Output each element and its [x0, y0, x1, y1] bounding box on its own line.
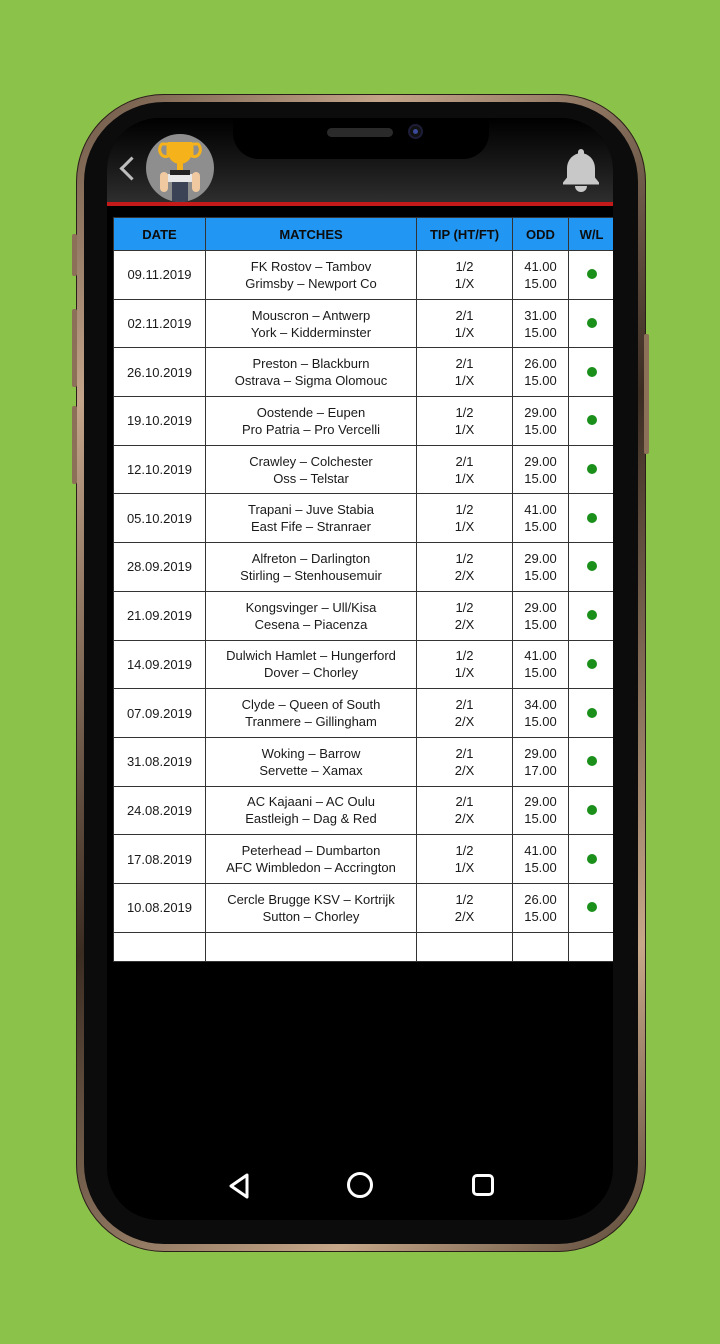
cell-matches [206, 299, 417, 348]
match-line-1: Trapani – Juve Stabia [248, 502, 374, 518]
empty-cell [569, 932, 614, 961]
cell-tip [417, 251, 513, 300]
tip-line-2: 2/X [454, 567, 475, 583]
cell-date [114, 397, 206, 446]
volume-down-button [72, 309, 77, 387]
odd-line-2: 15.00 [524, 665, 557, 681]
cell-odd [513, 299, 569, 348]
match-line-1: Preston – Blackburn [252, 356, 370, 372]
tip-line-2: 1/X [454, 421, 475, 437]
cell-matches [206, 883, 417, 932]
match-line-1: Oostende – Eupen [256, 404, 366, 420]
match-line-1: AC Kajaani – AC Oulu [247, 794, 375, 810]
odd-line-2: 15.00 [524, 908, 557, 924]
date-text: 07.09.2019 [126, 705, 193, 721]
date-text: 02.11.2019 [127, 316, 192, 332]
table-row[interactable] [114, 494, 614, 543]
win-indicator-icon [587, 561, 597, 571]
tip-line-1: 1/2 [455, 599, 474, 615]
odd-line-1: 26.00 [524, 356, 557, 372]
odd-line-1: 29.00 [524, 550, 557, 566]
table-row[interactable] [114, 640, 614, 689]
date-text: 12.10.2019 [126, 462, 193, 478]
cell-result [569, 835, 614, 884]
tip-line-2: 1/X [454, 275, 475, 291]
cell-matches [206, 494, 417, 543]
table-row[interactable] [114, 299, 614, 348]
silent-switch [72, 406, 77, 484]
match-line-2: Pro Patria – Pro Vercelli [241, 421, 380, 437]
cell-date [114, 348, 206, 397]
cell-odd [513, 737, 569, 786]
match-line-2: Cesena – Piacenza [254, 616, 368, 632]
tip-line-1: 1/2 [455, 258, 474, 274]
win-indicator-icon [587, 513, 597, 523]
cell-matches [206, 543, 417, 592]
odd-line-1: 34.00 [524, 697, 557, 713]
cell-result [569, 299, 614, 348]
match-line-1: Alfreton – Darlington [251, 550, 371, 566]
match-line-1: Crawley – Colchester [249, 453, 373, 469]
win-indicator-icon [587, 708, 597, 718]
cell-tip [417, 299, 513, 348]
trophy-icon [146, 134, 214, 202]
cell-result [569, 543, 614, 592]
tip-line-1: 1/2 [455, 550, 474, 566]
cell-date [114, 640, 206, 689]
tip-line-2: 1/X [454, 373, 475, 389]
tip-line-2: 1/X [454, 470, 475, 486]
match-line-1: Clyde – Queen of South [241, 697, 381, 713]
win-indicator-icon [587, 902, 597, 912]
match-line-2: Stirling – Stenhousemuir [240, 567, 382, 583]
empty-cell [114, 932, 206, 961]
tip-line-1: 2/1 [455, 307, 474, 323]
cell-matches [206, 348, 417, 397]
date-text: 31.08.2019 [126, 754, 193, 770]
tip-line-2: 1/X [454, 665, 475, 681]
tip-line-2: 1/X [454, 860, 475, 876]
cell-date [114, 689, 206, 738]
win-indicator-icon [587, 610, 597, 620]
odd-line-2: 15.00 [524, 421, 557, 437]
odd-line-1: 41.00 [524, 843, 557, 859]
tip-line-2: 2/X [454, 616, 475, 632]
cell-tip [417, 737, 513, 786]
match-line-2: Servette – Xamax [259, 762, 363, 778]
tip-line-1: 2/1 [455, 697, 474, 713]
tip-line-1: 2/1 [455, 453, 474, 469]
cell-matches [206, 835, 417, 884]
odd-line-2: 15.00 [524, 470, 557, 486]
date-text: 26.10.2019 [126, 364, 193, 380]
cell-matches [206, 737, 417, 786]
cell-result [569, 591, 614, 640]
table-row[interactable] [114, 883, 614, 932]
odd-line-1: 29.00 [524, 453, 557, 469]
cell-tip [417, 543, 513, 592]
cell-odd [513, 883, 569, 932]
bell-icon[interactable] [561, 146, 601, 192]
tip-line-1: 1/2 [455, 843, 474, 859]
tip-line-1: 2/1 [455, 356, 474, 372]
cell-date [114, 251, 206, 300]
cell-result [569, 689, 614, 738]
tip-line-2: 2/X [454, 908, 475, 924]
cell-result [569, 251, 614, 300]
table-row[interactable] [114, 397, 614, 446]
win-indicator-icon [587, 269, 597, 279]
odd-line-1: 29.00 [524, 599, 557, 615]
cell-date [114, 883, 206, 932]
match-line-2: Dover – Chorley [264, 665, 358, 681]
tip-line-1: 1/2 [455, 404, 474, 420]
match-line-2: AFC Wimbledon – Accrington [226, 860, 396, 876]
tip-line-2: 2/X [454, 762, 475, 778]
tip-line-1: 1/2 [455, 502, 474, 518]
empty-cell [206, 932, 417, 961]
win-indicator-icon [587, 318, 597, 328]
cell-matches [206, 640, 417, 689]
cell-result [569, 397, 614, 446]
cell-result [569, 737, 614, 786]
empty-cell [417, 932, 513, 961]
match-line-1: Cercle Brugge KSV – Kortrijk [227, 891, 395, 907]
odd-line-2: 15.00 [524, 811, 557, 827]
tip-line-1: 2/1 [455, 745, 474, 761]
cell-tip [417, 445, 513, 494]
odd-line-2: 15.00 [524, 324, 557, 340]
cell-matches [206, 689, 417, 738]
date-text: 09.11.2019 [127, 267, 192, 283]
odd-line-2: 15.00 [524, 860, 557, 876]
power-button [644, 334, 649, 454]
date-text: 10.08.2019 [126, 900, 193, 916]
cell-date [114, 786, 206, 835]
match-line-1: Kongsvinger – Ull/Kisa [245, 599, 377, 615]
cell-odd [513, 835, 569, 884]
win-indicator-icon [587, 805, 597, 815]
win-indicator-icon [587, 367, 597, 377]
notch [233, 118, 489, 159]
odd-line-2: 15.00 [524, 373, 557, 389]
odd-line-2: 15.00 [524, 714, 557, 730]
circle-home-icon[interactable] [347, 1172, 373, 1198]
win-indicator-icon [587, 756, 597, 766]
tips-table [113, 217, 613, 962]
odd-line-2: 15.00 [524, 275, 557, 291]
cell-odd [513, 445, 569, 494]
tip-line-1: 2/1 [455, 794, 474, 810]
table-row[interactable] [114, 835, 614, 884]
table-row[interactable] [114, 786, 614, 835]
match-line-1: Peterhead – Dumbarton [241, 843, 381, 859]
match-line-1: Dulwich Hamlet – Hungerford [226, 648, 396, 664]
tip-line-2: 2/X [454, 714, 475, 730]
odd-line-1: 29.00 [524, 794, 557, 810]
cell-date [114, 494, 206, 543]
cell-tip [417, 689, 513, 738]
column-header-matches: MATCHES [206, 218, 417, 251]
front-camera [408, 124, 423, 139]
match-line-2: Grimsby – Newport Co [245, 275, 377, 291]
table-header-row [114, 218, 614, 251]
match-line-1: FK Rostov – Tambov [250, 258, 372, 274]
match-line-2: Ostrava – Sigma Olomouc [234, 373, 388, 389]
date-text: 28.09.2019 [126, 559, 193, 575]
empty-cell [513, 932, 569, 961]
column-header-wl: W/L [569, 218, 614, 251]
cell-tip [417, 883, 513, 932]
cell-odd [513, 591, 569, 640]
cell-odd [513, 397, 569, 446]
cell-tip [417, 494, 513, 543]
table-row[interactable] [114, 737, 614, 786]
cell-odd [513, 640, 569, 689]
column-header-odd: ODD [513, 218, 569, 251]
cell-tip [417, 835, 513, 884]
cell-result [569, 786, 614, 835]
date-text: 14.09.2019 [126, 656, 193, 672]
cell-matches [206, 786, 417, 835]
match-line-2: Sutton – Chorley [262, 908, 360, 924]
tip-line-2: 1/X [454, 324, 475, 340]
triangle-back-icon[interactable] [227, 1172, 251, 1200]
tip-line-2: 1/X [454, 519, 475, 535]
cell-date [114, 835, 206, 884]
column-header-tip: TIP (HT/FT) [417, 218, 513, 251]
match-line-2: Oss – Telstar [273, 470, 349, 486]
cell-matches [206, 251, 417, 300]
odd-line-2: 17.00 [524, 762, 557, 778]
cell-odd [513, 786, 569, 835]
cell-matches [206, 397, 417, 446]
match-line-1: Mouscron – Antwerp [251, 307, 371, 323]
date-text: 21.09.2019 [126, 608, 193, 624]
cell-odd [513, 543, 569, 592]
cell-result [569, 883, 614, 932]
odd-line-1: 41.00 [524, 502, 557, 518]
odd-line-2: 15.00 [524, 519, 557, 535]
volume-up-button [72, 234, 77, 276]
screen [107, 118, 613, 1220]
square-recents-icon[interactable] [472, 1174, 494, 1196]
cell-date [114, 543, 206, 592]
cell-result [569, 640, 614, 689]
cell-odd [513, 348, 569, 397]
table-row[interactable] [114, 348, 614, 397]
cell-tip [417, 348, 513, 397]
match-line-1: Woking – Barrow [261, 745, 361, 761]
cell-date [114, 299, 206, 348]
cell-result [569, 445, 614, 494]
cell-result [569, 494, 614, 543]
date-text: 05.10.2019 [126, 510, 193, 526]
date-text: 24.08.2019 [126, 802, 193, 818]
win-indicator-icon [587, 659, 597, 669]
match-line-2: York – Kidderminster [250, 324, 372, 340]
table-row[interactable] [114, 445, 614, 494]
table-row[interactable] [114, 543, 614, 592]
cell-odd [513, 689, 569, 738]
cell-odd [513, 251, 569, 300]
cell-date [114, 591, 206, 640]
win-indicator-icon [587, 854, 597, 864]
match-line-2: East Fife – Stranraer [251, 519, 371, 535]
tip-line-1: 1/2 [455, 891, 474, 907]
odd-line-2: 15.00 [524, 567, 557, 583]
odd-line-1: 26.00 [524, 891, 557, 907]
table-row[interactable] [114, 251, 614, 300]
cell-date [114, 445, 206, 494]
cell-tip [417, 397, 513, 446]
chevron-left-icon[interactable] [117, 154, 139, 184]
cell-tip [417, 640, 513, 689]
cell-tip [417, 591, 513, 640]
odd-line-2: 15.00 [524, 616, 557, 632]
date-text: 17.08.2019 [126, 851, 193, 867]
date-text: 19.10.2019 [126, 413, 193, 429]
odd-line-1: 41.00 [524, 648, 557, 664]
table-row-empty [114, 932, 614, 961]
win-indicator-icon [587, 415, 597, 425]
table-row[interactable] [114, 591, 614, 640]
match-line-2: Tranmere – Gillingham [245, 714, 377, 730]
cell-tip [417, 786, 513, 835]
table-row[interactable] [114, 689, 614, 738]
tips-table-container [113, 217, 613, 962]
tip-line-1: 1/2 [455, 648, 474, 664]
win-indicator-icon [587, 464, 597, 474]
cell-odd [513, 494, 569, 543]
match-line-2: Eastleigh – Dag & Red [245, 811, 377, 827]
column-header-date: DATE [114, 218, 206, 251]
cell-matches [206, 591, 417, 640]
odd-line-1: 31.00 [524, 307, 557, 323]
odd-line-1: 29.00 [524, 745, 557, 761]
speaker-grille [327, 128, 393, 137]
tip-line-2: 2/X [454, 811, 475, 827]
system-navigation-bar [107, 1158, 613, 1218]
odd-line-1: 29.00 [524, 404, 557, 420]
cell-date [114, 737, 206, 786]
odd-line-1: 41.00 [524, 258, 557, 274]
cell-matches [206, 445, 417, 494]
cell-result [569, 348, 614, 397]
